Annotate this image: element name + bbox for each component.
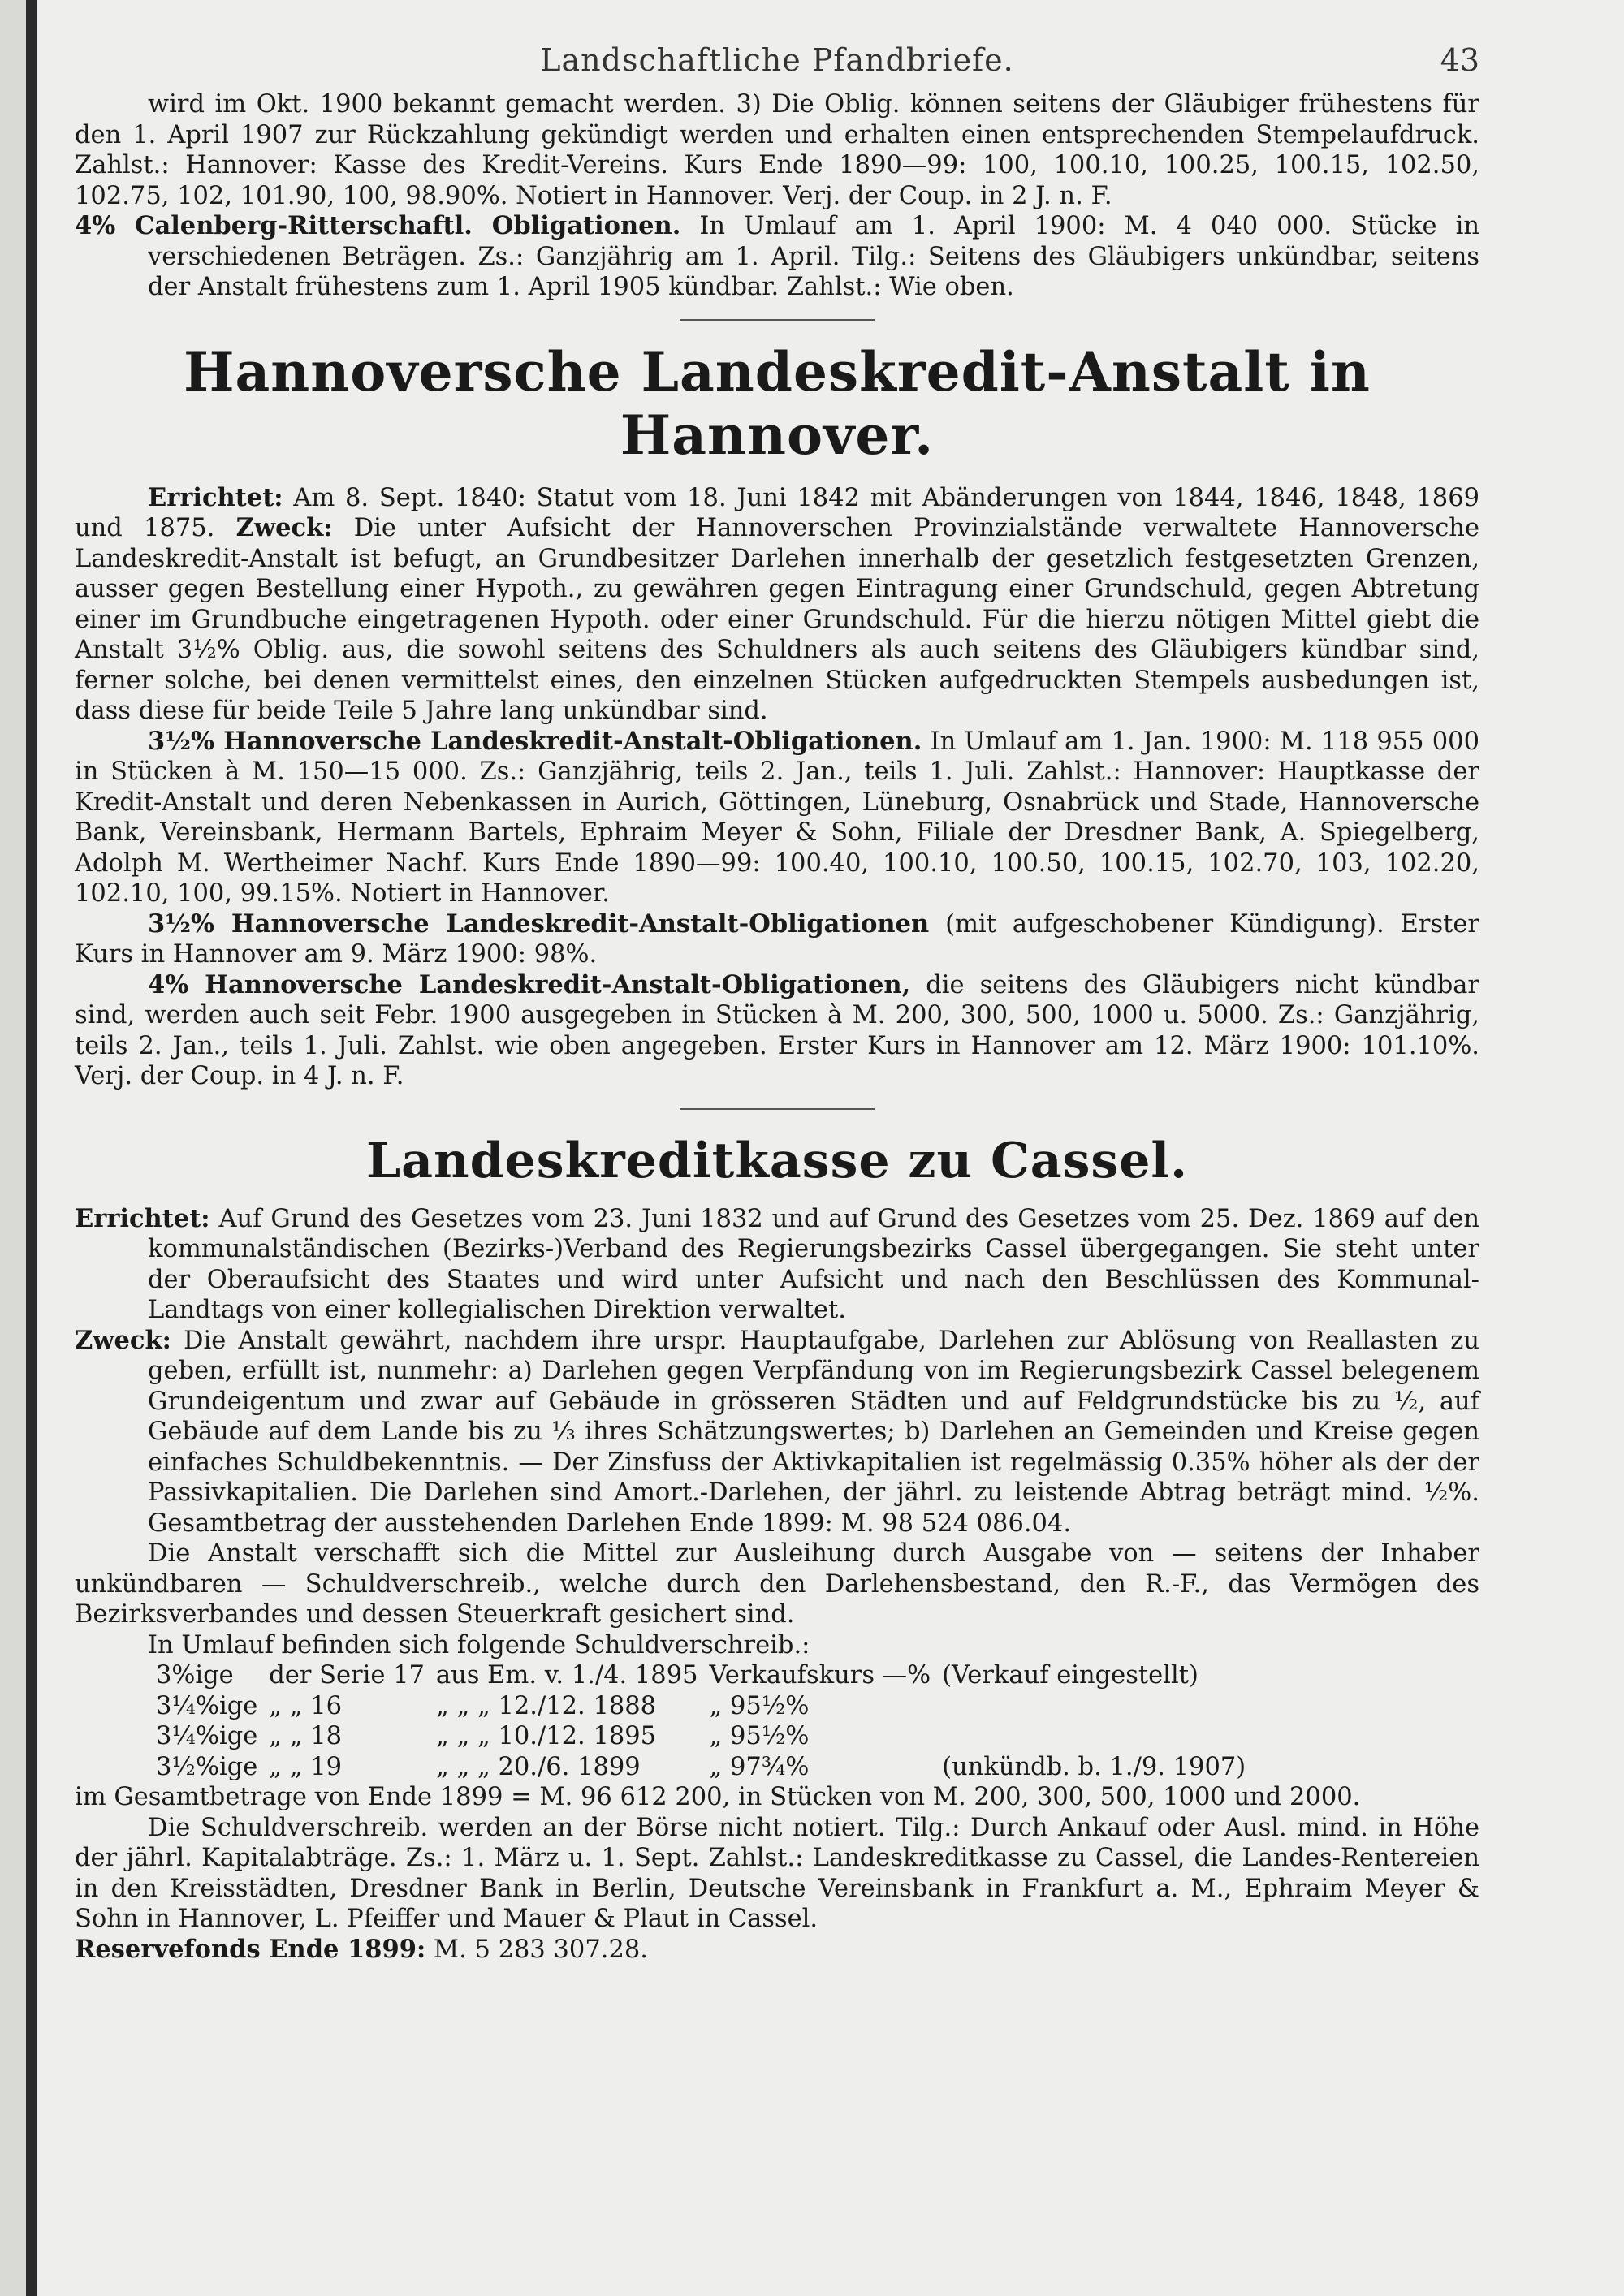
serie-cell: „ „ 16 (269, 1691, 343, 1720)
errichtet-label: Errichtet: (75, 1203, 210, 1233)
running-head (75, 32, 1479, 89)
kurs-cell: „ 95½% (709, 1722, 810, 1750)
hannover-intro-paragraph (75, 483, 1479, 727)
zweck-label: Zweck: (75, 1325, 171, 1355)
obligation-title-3: 4% Hannoversche Landeskredit-Anstalt-Obligationen, (148, 969, 911, 999)
separator-rule (680, 319, 875, 321)
note-cell: (Verkauf eingestellt) (942, 1661, 1199, 1690)
kurs-cell: Verkaufskurs —% (709, 1661, 931, 1690)
table-row (156, 1721, 1257, 1752)
table-row (156, 1691, 1257, 1722)
obligation-paragraph-2 (75, 909, 1479, 970)
calenberg-paragraph (75, 211, 1479, 303)
emission-cell: „ „ „ 20./6. 1899 (435, 1752, 641, 1781)
table-row (156, 1660, 1257, 1691)
obligation-text-2: (mit aufgeschobener Kündigung). Erster Kurs in Hannover am 9. März 1900: 98%. (75, 909, 1479, 969)
serie-cell: „ „ 19 (269, 1752, 343, 1781)
cassel-zweck-paragraph (75, 1326, 1479, 1539)
reserve-text: M. 5 283 307.28. (425, 1935, 648, 1964)
scan-margin (0, 0, 26, 2296)
page-number: 43 (1440, 42, 1479, 78)
separator-rule (680, 1108, 875, 1110)
reservefonds-line (75, 1935, 1479, 1966)
calenberg-title: 4% Calenberg-Ritterschaftl. Obligationen. (75, 211, 681, 240)
note-cell (942, 1721, 1257, 1752)
page (75, 32, 1479, 1965)
rate-cell: 3%ige (156, 1661, 234, 1690)
section-heading-hannover: Hannoversche Landeskredit-Anstalt in Hannover. (184, 339, 1371, 467)
serie-cell: „ „ 18 (269, 1722, 343, 1750)
errichtet-text: Am 8. Sept. 1840: Statut vom 18. Juni 1842 mit Abänderungen von 1844, 1846, 1848, 1869 und 1875. (75, 483, 1479, 542)
table-row (156, 1752, 1257, 1783)
obligation-paragraph-3 (75, 970, 1479, 1092)
continuation-paragraph: wird im Okt. 1900 bekannt gemacht werden. 3) Die Oblig. können seitens der Gläubiger frühestens für den 1. April 1907 zur Rückzahlung gekündigt werden und erhalten einen entsprechenden Stempelaufdruck. Zahlst.: Hannover: Kasse des Kredit-Vereins. Kurs Ende 1890—99: 100, 100.10, 100.25, 100.15, 102.50, 102.75, 102, 101.90, 100, 98.90%. Notiert in Hannover. Verj. der Coup. in 2 J. n. F. (75, 90, 1479, 210)
reserve-label: Reservefonds Ende 1899: (75, 1934, 426, 1964)
cassel-mittel-paragraph: Die Anstalt verschafft sich die Mittel zur Ausleihung durch Ausgabe von — seitens der Inhaber unkündbaren — Schuldverschreib., welche durch den Darlehensbestand, den R.-F., das Vermögen des Bezirksverbandes und dessen Steuerkraft gesichert sind. (75, 1539, 1479, 1629)
zweck-label: Zweck: (235, 513, 333, 542)
obligation-paragraph-1 (75, 727, 1479, 909)
emission-cell: „ „ „ 10./12. 1895 (435, 1722, 657, 1750)
zweck-text: Die Anstalt gewährt, nachdem ihre urspr. Hauptaufgabe, Darlehen zur Ablösung von Reallasten zu geben, erfüllt ist, nunmehr: a) Darlehen gegen Verpfändung von im Regierungsbezirk Cassel belegenem Grundeigentum und zwar auf Gebäude in grösseren Städten und auf Feldgrundstücke bis zu ½, auf Gebäude auf dem Lande bis zu ⅓ ihres Schätzungswertes; b) Darlehen an Gemeinden und Kreise gegen einfaches Schuldbekenntnis. — Der Zinsfuss der Aktivkapitalien ist regelmässig 0.35% höher als der der Passivkapitalien. Die Darlehen sind Amort.-Darlehen, der jährl. zu leistende Abtrag beträgt mind. ½%. Gesamtbetrag der ausstehenden Darlehen Ende 1899: M. 98 524 086.04. (148, 1326, 1479, 1538)
cassel-errichtet-paragraph (75, 1204, 1479, 1326)
serie-cell: der Serie 17 (269, 1661, 425, 1690)
cassel-boerse-paragraph: Die Schuldverschreib. werden an der Börse nicht notiert. Tilg.: Durch Ankauf oder Ausl. mind. in Höhe der jährl. Kapitalabträge. Zs.: 1. März u. 1. Sept. Zahlst.: Landeskreditkasse zu Cassel, die Landes-Rentereien in den Kreisstädten, Dresdner Bank in Berlin, Deutsche Vereinsbank in Frankfurt a. M., Ephraim Meyer & Sohn in Hannover, L. Pfeiffer und Mauer & Plaut in Cassel. (75, 1813, 1479, 1933)
obligation-text-3: die seitens des Gläubigers nicht kündbar sind, werden auch seit Febr. 1900 ausgegeben in Stücken à M. 200, 300, 500, 1000 u. 5000. Zs.: Ganzjährig, teils 2. Jan., teils 1. Juli. Zahlst. wie oben angegeben. Erster Kurs in Hannover am 12. März 1900: 101.10%. Verj. der Coup. in 4 J. n. F. (75, 970, 1479, 1090)
cassel-gesamt-paragraph: im Gesamtbetrage von Ende 1899 = M. 96 612 200, in Stücken von M. 200, 300, 500, 1000 und 2000. (75, 1783, 1361, 1811)
emission-cell: aus Em. v. 1./4. 1895 (435, 1661, 698, 1690)
running-title: Landschaftliche Pfandbriefe. (540, 42, 1014, 78)
section-heading-cassel: Landeskreditkasse zu Cassel. (365, 1132, 1189, 1189)
obligation-text-1: In Umlauf am 1. Jan. 1900: M. 118 955 000 in Stücken à M. 150—15 000. Zs.: Ganzjährig, teils 2. Jan., teils 1. Juli. Zahlst.: Hannover: Hauptkasse der Kredit-Anstalt und deren Nebenkassen in Aurich, Göttingen, Lüneburg, Osnabrück und Stade, Hannoversche Bank, Vereinsbank, Hermann Bartels, Ephraim Meyer & Sohn, Filiale der Dresdner Bank, A. Spiegelberg, Adolph M. Wertheimer Nachf. Kurs Ende 1890—99: 100.40, 100.10, 100.50, 100.15, 102.70, 103, 102.20, 102.10, 100, 99.15%. Notiert in Hannover. (75, 727, 1479, 908)
cassel-umlauf-intro: In Umlauf befinden sich folgende Schuldverschreib.: (148, 1630, 810, 1659)
kurs-cell: „ 95½% (709, 1691, 810, 1720)
calenberg-text: In Umlauf am 1. April 1900: M. 4 040 000. Stücke in verschiedenen Beträgen. Zs.: Ganzjährig am 1. April. Tilg.: Seitens des Gläubigers unkündbar, seitens der Anstalt frühestens zum 1. April 1905 kündbar. Zahlst.: Wie oben. (148, 212, 1479, 301)
zweck-text: Die unter Aufsicht der Hannoverschen Provinzialstände verwaltete Hannoversche Landeskredit-Anstalt ist befugt, an Grundbesitzer Darlehen innerhalb der gesetzlich festgesetzten Grenzen, ausser gegen Bestellung einer Hypoth., zu gewähren gegen Eintragung einer Grundschuld, gegen Abtretung einer im Grundbuche eingetragenen Hypoth. oder einer Grundschuld. Für die hierzu nötigen Mittel giebt die Anstalt 3½% Oblig. aus, die sowohl seitens des Schuldners als auch seitens des Gläubigers kündbar sind, ferner solche, bei denen vermittelst eines, den einzelnen Stücken aufgedruckten Stempels ausbedungen ist, dass diese für beide Teile 5 Jahre lang unkündbar sind. (75, 514, 1479, 725)
rate-cell: 3¼%ige (156, 1722, 258, 1750)
emission-cell: „ „ „ 12./12. 1888 (435, 1691, 657, 1720)
obligation-title-2: 3½% Hannoversche Landeskredit-Anstalt-Obligationen (148, 908, 930, 939)
rate-cell: 3½%ige (156, 1752, 258, 1781)
rate-cell: 3¼%ige (156, 1691, 258, 1720)
kurs-cell: „ 97¾% (709, 1752, 810, 1781)
note-cell: (unkündb. b. 1./9. 1907) (942, 1752, 1246, 1781)
note-cell (942, 1691, 1257, 1722)
obligation-title-1: 3½% Hannoversche Landeskredit-Anstalt-Obligationen. (148, 726, 922, 756)
errichtet-label: Errichtet: (148, 482, 283, 512)
errichtet-text: Auf Grund des Gesetzes vom 23. Juni 1832 und auf Grund des Gesetzes vom 25. Dez. 1869 auf den kommunalständischen (Bezirks-)Verband des Regierungsbezirks Cassel übergegangen. Sie steht unter der Oberaufsicht des Staates und wird unter Aufsicht und nach den Beschlüssen des Kommunal-Landtags von einer kollegialischen Direktion verwaltet. (148, 1204, 1479, 1324)
schuldverschreibungen-table (156, 1660, 1257, 1782)
binding-edge (26, 0, 37, 2296)
